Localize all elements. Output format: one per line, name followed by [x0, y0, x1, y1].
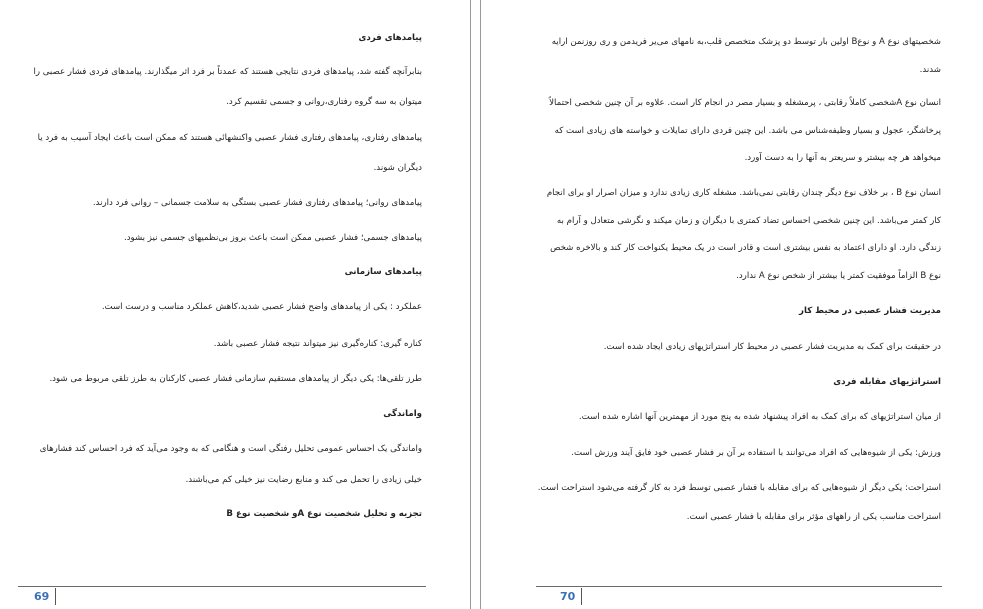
- page-number: 70: [560, 588, 582, 605]
- paragraph-line: دیگران شوند.: [373, 163, 422, 173]
- paragraph-line: استراحت مناسب یکی از راههای مؤثر برای مقابله با فشار عصبی است.: [686, 512, 941, 522]
- page-divider: [480, 0, 481, 609]
- paragraph-line: نوع B الزاماً موفقیت کمتر یا بیشتر از شخص نوع A ندارد.: [736, 271, 941, 281]
- paragraph-line: استراحت: یکی دیگر از شیوه‌هایی که برای مقابله با فشار عصبی توسط فرد به کار گرفته می‌شود استراحت است.: [537, 483, 941, 493]
- paragraph-line: پیامدهای روانی؛ پیامدهای رفتاری فشار عصبی بستگی به سلامت جسمانی – روانی فرد دارند.: [92, 198, 422, 208]
- paragraph-line: شدند.: [919, 65, 941, 75]
- paragraph-line: خیلی زیادی را تحمل می کند و منابع رضایت نیز خیلی کم می‌باشند.: [185, 475, 422, 485]
- page-number: 69: [34, 588, 56, 605]
- section-heading: تجزیه و تحلیل شخصیت نوع Aو شخصیت نوع B: [226, 509, 422, 519]
- section-heading: مدیریت فشار عصبی در محیط کار: [799, 306, 941, 316]
- paragraph-line: بنابرآنچه گفته شد، پیامدهای فردی نتایجی هستند که عمدتاً بر فرد اثر میگذارند. پیامدهای فردی فشار عصبی را: [33, 67, 422, 77]
- footer-rule: [536, 586, 942, 587]
- document-page-right: [492, 0, 983, 609]
- paragraph-line: در حقیقت برای کمک به مدیریت فشار عصبی در محیط کار استراتژیهای زیادی ایجاد شده است.: [603, 342, 941, 352]
- paragraph-line: انسان نوع B ، بر خلاف نوع دیگر چندان رقابتی نمی‌باشد. مشغله کاری زیادی ندارد و میزان اصرار او برای انجام: [546, 188, 941, 198]
- paragraph-line: میخواهد هر چه بیشتر و سریعتر به آنها را به دست آورد.: [744, 153, 941, 163]
- paragraph-line: شخصیتهای نوع A و نوعB اولین بار توسط دو پزشک متخصص قلب،به نامهای می‌یر فریدمن و ری روزنمن ارایه: [551, 37, 941, 47]
- page-divider: [470, 0, 471, 609]
- section-heading: استراتژیهای مقابله فردی: [833, 377, 941, 387]
- paragraph-line: ورزش: یکی از شیوه‌هایی که افراد می‌توانند با استفاده بر آن بر فشار عصبی خود فایق آیند ورزش است.: [571, 448, 941, 458]
- section-heading: پیامدهای سازمانی: [344, 267, 422, 277]
- document-page-left: [0, 0, 470, 609]
- paragraph-line: پیامدهای رفتاری، پیامدهای رفتاری فشار عصبی واکنشهائی هستند که ممکن است باعث ایجاد آسیب به فرد یا: [37, 133, 422, 143]
- paragraph-line: انسان نوع Aشخصی کاملاً رقابتی ، پرمشغله و بسیار مصر در انجام کار است. علاوه بر آن چنین شخصی احتمالاً: [549, 98, 941, 108]
- section-heading: پیامدهای فردی: [358, 33, 422, 43]
- footer-rule: [18, 586, 426, 587]
- paragraph-line: میتوان به سه گروه رفتاری،روانی و جسمی تقسیم کرد.: [226, 97, 422, 107]
- paragraph-line: عملکرد : یکی از پیامدهای واضح فشار عصبی شدید،کاهش عملکرد مناسب و درست است.: [101, 302, 422, 312]
- paragraph-line: طرز تلقی‌ها: یکی دیگر از پیامدهای مستقیم سازمانی فشار عصبی کارکنان به طرز تلقی مربوط می شود.: [49, 374, 422, 384]
- paragraph-line: زندگی دارد. او دارای اعتماد به نفس بیشتری است و قادر است در یک محیط یکنواخت کار کند و بالاخره شخص: [550, 243, 941, 253]
- section-heading: واماندگی: [383, 409, 422, 419]
- paragraph-line: پیامدهای جسمی؛ فشار عصبی ممکن است باعث بروز بی‌نظمیهای جسمی نیز بشود.: [123, 233, 422, 243]
- paragraph-line: از میان استراتژیهای که برای کمک به افراد پیشنهاد شده به پنج مورد از مهمترین آنها اشاره شده است.: [578, 412, 941, 422]
- paragraph-line: کناره گیری: کناره‌گیری نیز میتواند نتیجه فشار عصبی باشد.: [213, 339, 422, 349]
- paragraph-line: واماندگی یک احساس عمومی تحلیل رفتگی است و هنگامی که به وجود می‌آید که فرد احساس کند فشارهای: [39, 444, 422, 454]
- paragraph-line: کار کمتر می‌باشد. این چنین شخصی احساس تضاد کمتری با دیگران و زمان میکند و نگرشی متعادل و آرام به: [556, 216, 941, 226]
- paragraph-line: پرخاشگر، عجول و بسیار وظیفه‌شناس می باشد. این چنین فردی دارای تمایلات و خواسته های زیادی است که: [554, 126, 941, 136]
